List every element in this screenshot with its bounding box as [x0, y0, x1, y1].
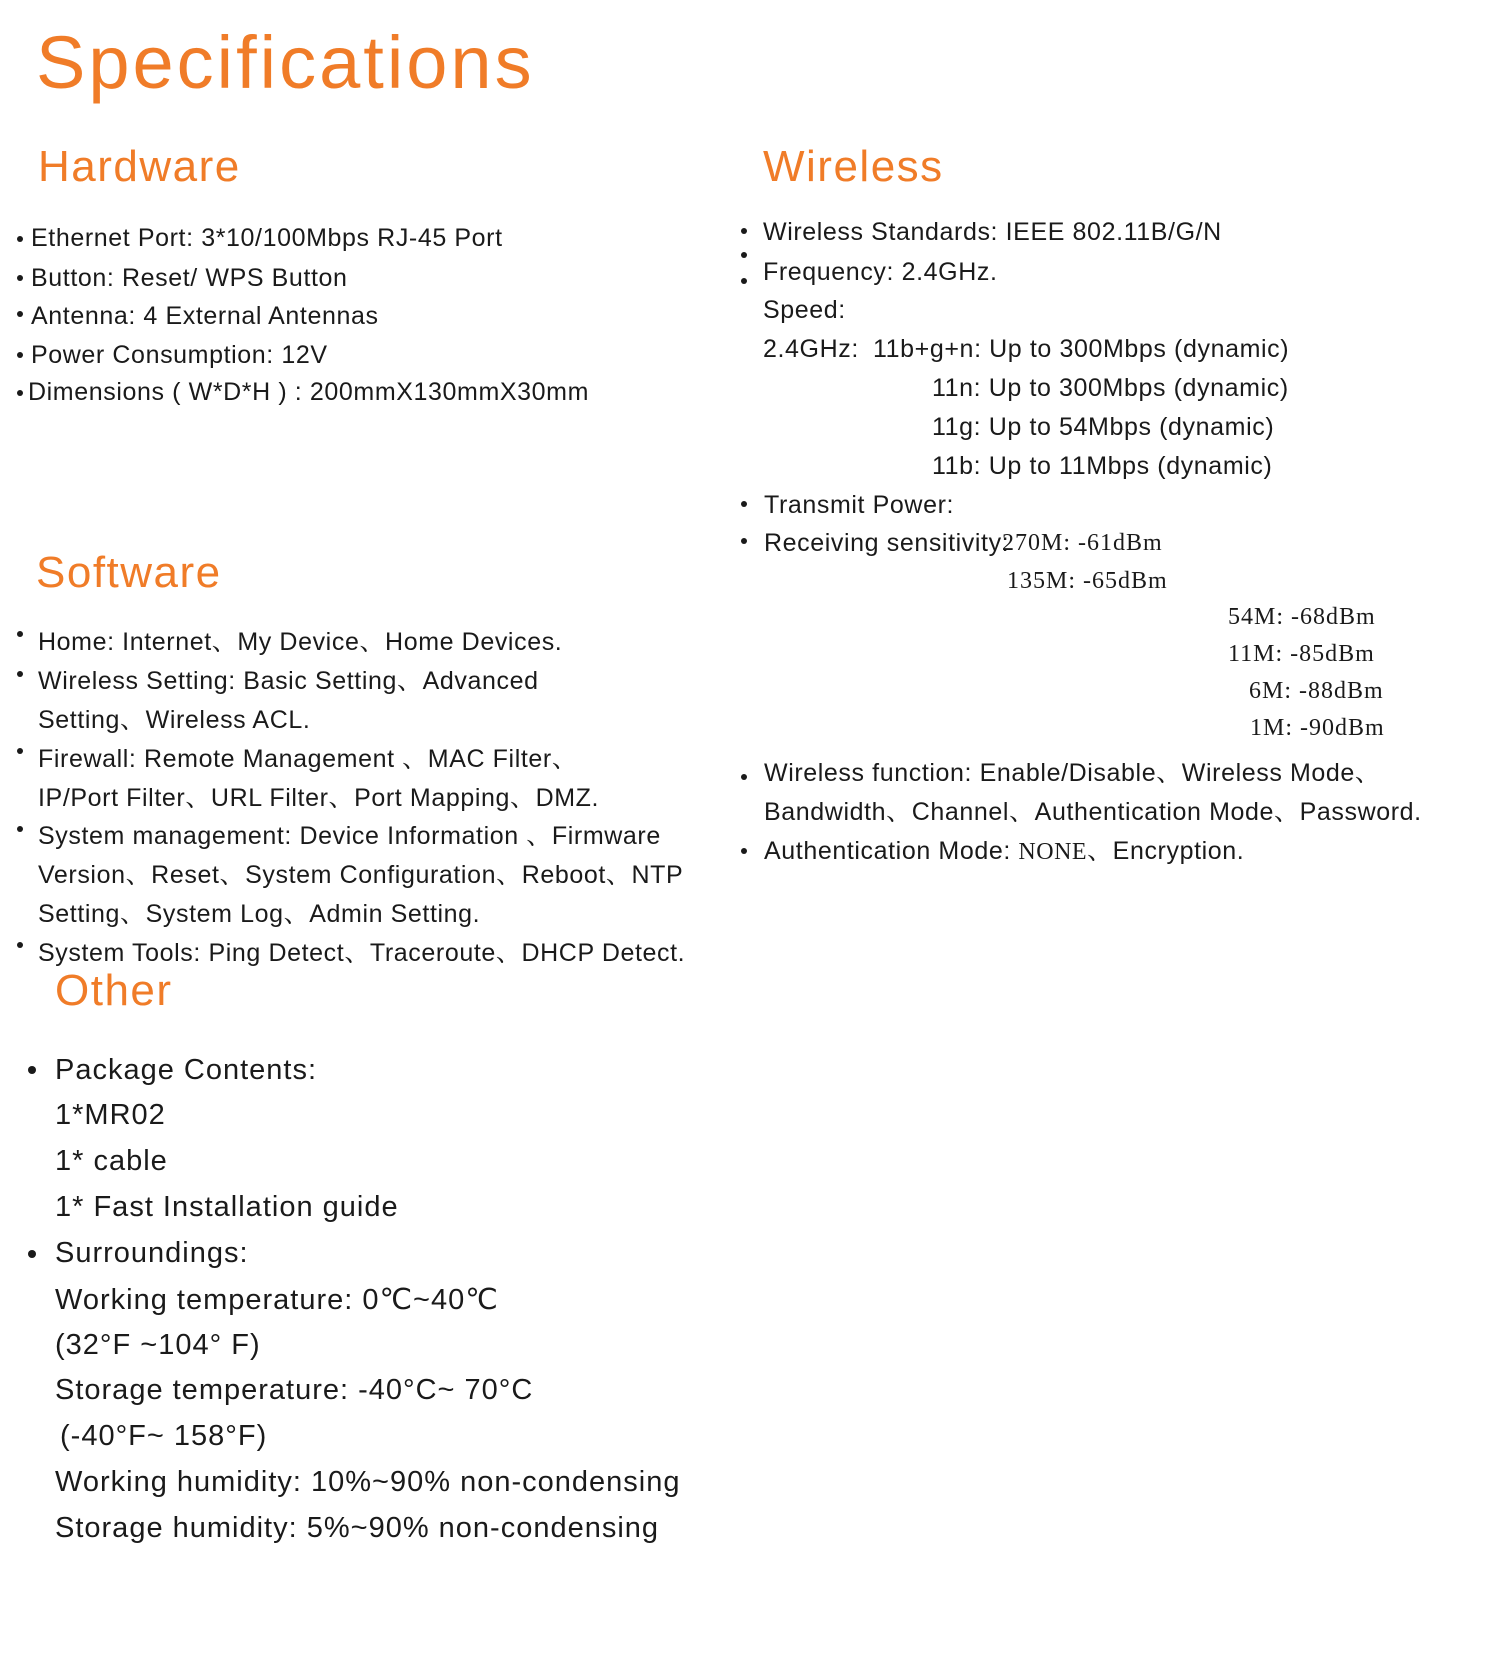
sensitivity-value: 270M: -61dBm [1002, 530, 1163, 556]
software-heading: Software [36, 548, 222, 597]
sensitivity-value: 6M: -88dBm [1249, 678, 1384, 704]
bullet-icon [17, 236, 23, 242]
bullet-icon [28, 1066, 36, 1074]
auth-rest: 、Encryption. [1087, 837, 1245, 865]
list-item: Transmit Power: [764, 491, 955, 519]
list-item-continued: (32°F ~104° F) [55, 1329, 261, 1361]
bullet-icon [17, 352, 23, 358]
bullet-icon [741, 538, 747, 544]
list-item: Antenna: 4 External Antennas [31, 302, 379, 330]
speed-line: 11n: Up to 300Mbps (dynamic) [932, 374, 1289, 402]
list-item: Frequency: 2.4GHz. [763, 258, 998, 286]
bullet-icon [741, 501, 747, 507]
list-item-continued: Setting、System Log、Admin Setting. [38, 900, 481, 928]
list-item: Dimensions ( W*D*H ) : 200mmX130mmX30mm [28, 378, 590, 406]
list-item: Wireless Setting: Basic Setting、Advanced [38, 667, 539, 695]
list-item: Wireless function: Enable/Disable、Wireless Mode、 [764, 759, 1381, 787]
page-title: Specifications [36, 21, 535, 104]
sensitivity-value: 135M: -65dBm [1007, 568, 1168, 594]
bullet-icon [17, 826, 23, 832]
speed-band: 2.4GHz: [763, 335, 859, 363]
list-item: Firewall: Remote Management 、MAC Filter、 [38, 745, 578, 773]
speed-label: Speed: [763, 296, 846, 324]
bullet-icon [741, 228, 747, 234]
speed-line: 11b: Up to 11Mbps (dynamic) [932, 452, 1273, 480]
list-item-continued: 1* Fast Installation guide [55, 1191, 399, 1223]
sensitivity-value: 11M: -85dBm [1228, 641, 1375, 667]
list-item: Ethernet Port: 3*10/100Mbps RJ-45 Port [31, 224, 503, 252]
list-item: Receiving sensitivity: [764, 529, 1010, 557]
speed-line: 11g: Up to 54Mbps (dynamic) [932, 413, 1275, 441]
bullet-icon [17, 671, 23, 677]
bullet-icon [17, 311, 23, 317]
bullet-icon [741, 774, 747, 780]
bullet-icon [17, 942, 23, 948]
list-item-continued: Storage temperature: -40°C~ 70°C [55, 1374, 534, 1406]
bullet-icon [17, 275, 23, 281]
bullet-icon [17, 748, 23, 754]
list-item-continued: Version、Reset、System Configuration、Reboot、NTP [38, 861, 684, 889]
list-item: Wireless Standards: IEEE 802.11B/G/N [763, 218, 1222, 246]
list-item [764, 831, 1244, 867]
speed-line: 11b+g+n: Up to 300Mbps (dynamic) [873, 335, 1290, 363]
bullet-icon [741, 848, 747, 854]
list-item: Button: Reset/ WPS Button [31, 264, 348, 292]
hardware-heading: Hardware [38, 142, 241, 191]
list-item: System Tools: Ping Detect、Traceroute、DHCP Detect. [38, 939, 686, 967]
list-item: System management: Device Information 、Firmware [38, 822, 661, 850]
bullet-icon [741, 252, 747, 258]
list-item: Surroundings: [55, 1237, 249, 1269]
list-item-continued: IP/Port Filter、URL Filter、Port Mapping、DMZ. [38, 784, 600, 812]
list-item: Home: Internet、My Device、Home Devices. [38, 628, 563, 656]
bullet-icon [741, 278, 747, 284]
bullet-icon [28, 1250, 36, 1258]
list-item-continued: Bandwidth、Channel、Authentication Mode、Password. [764, 798, 1422, 826]
list-item-continued: Working humidity: 10%~90% non-condensing [55, 1466, 681, 1498]
sensitivity-value: 54M: -68dBm [1228, 604, 1376, 630]
list-item-continued: 1*MR02 [55, 1099, 166, 1131]
sensitivity-value: 1M: -90dBm [1250, 715, 1385, 741]
other-heading: Other [55, 966, 173, 1015]
auth-label: Authentication Mode: [764, 837, 1019, 865]
bullet-icon [17, 390, 23, 396]
list-item: Power Consumption: 12V [31, 341, 328, 369]
list-item-continued: Setting、Wireless ACL. [38, 706, 311, 734]
list-item: Package Contents: [55, 1054, 318, 1086]
bullet-icon [17, 631, 23, 637]
list-item-continued: Storage humidity: 5%~90% non-condensing [55, 1512, 660, 1544]
wireless-heading: Wireless [763, 142, 944, 191]
auth-none: NONE [1018, 839, 1088, 865]
list-item-continued: Working temperature: 0℃~40℃ [55, 1284, 499, 1316]
list-item-continued: (-40°F~ 158°F) [60, 1420, 268, 1452]
list-item-continued: 1* cable [55, 1145, 168, 1177]
